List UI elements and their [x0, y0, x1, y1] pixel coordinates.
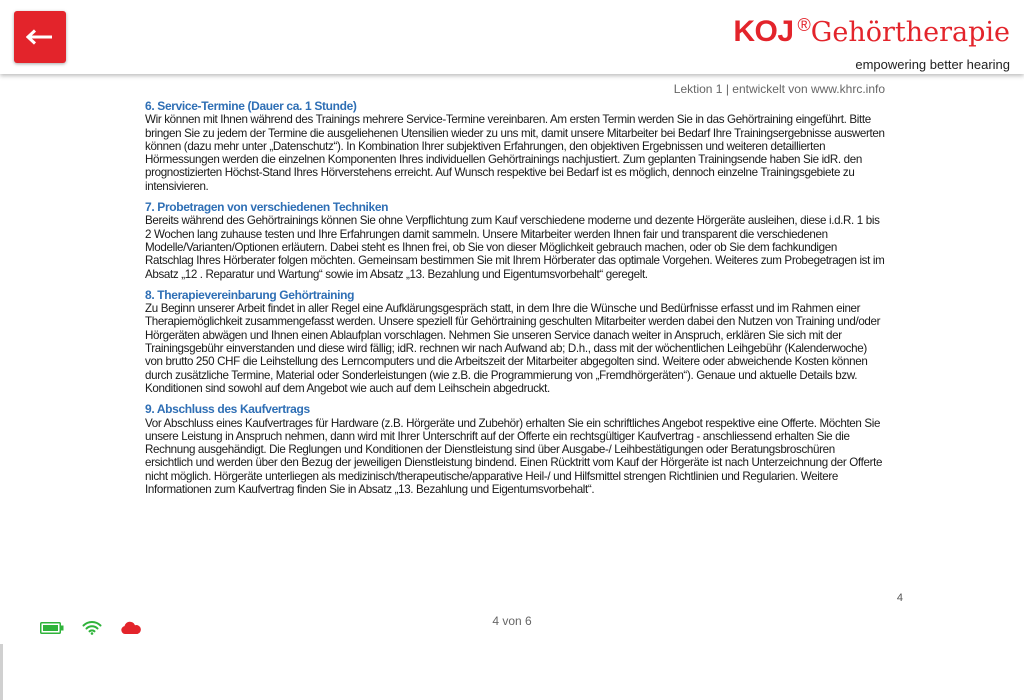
wifi-icon: [82, 620, 102, 635]
page-number: 4: [896, 592, 903, 604]
section-title: 6. Service-Termine (Dauer ca. 1 Stunde): [145, 99, 357, 113]
battery-icon: [40, 622, 64, 634]
section-therapievereinbarung: [145, 289, 885, 395]
back-button[interactable]: [14, 11, 66, 63]
drawer-edge-handle[interactable]: [0, 644, 3, 700]
section-title: 8. Therapievereinbarung Gehörtraining: [145, 287, 355, 302]
section-body: Wir können mit Ihnen während des Trainings mehrere Service-Termine vereinbaren. Am ersten Termin werden Sie in das Gehörtraining eingeführt. Bitte bringen Sie zu jedem der Termine die ausgeliehenen Utensilien wieder zu uns mit, damit unsere Mitarbeiter bei Bedarf Ihre Trainingsergebnisse auswerten können (dazu mehr unter „Datenschutz“). In Kombination Ihrer subjektiven Erfahrungen, den objektiven Ergebnissen und weiteren detaillierten Hörmessungen werden die einzelnen Komponenten Ihres individuellen Gehörtrainings nachjustiert. Zum geplanten Trainingsende haben Sie idR. den prognostizierten Höchst-Stand Ihres Hörverstehens erreicht. Auf Wunsch respektive bei Bedarf ist es möglich, dennoch einzelne Trainingsgebiete zu intensivieren.: [145, 113, 885, 193]
document-content: [145, 100, 885, 504]
section-service-termine: [145, 100, 885, 193]
document-page-header: Lektion 1 | entwickelt von www.khrc.info: [673, 82, 885, 96]
cloud-icon: [120, 621, 142, 635]
section-probetragen: [145, 201, 885, 281]
status-bar: [40, 620, 142, 635]
arrow-left-icon: [26, 29, 54, 45]
app-header: [0, 0, 1024, 74]
section-title: 7. Probetragen von verschiedenen Techniken: [145, 200, 389, 215]
section-title: 9. Abschluss des Kaufvertrags: [145, 402, 310, 417]
section-body: Vor Abschluss eines Kaufvertrages für Hardware (z.B. Hörgeräte und Zubehör) erhalten Sie ein schriftliches Angebot respektive eine Offerte. Möchten Sie unsere Leistung in Anspruch nehmen, dann wird mit Ihrer Unterschrift auf der Offerte ein rechtsgültiger Kaufvertrag - anschliessend erhalten Sie die Rechnung ausgehändigt. Die Reglungen und Konditionen der Dienstleistung sind über Ausgabe-/ Leihbestätigungen oder Beratungsbroschüren ersichtlich und werden über den Bezug der jeweiligen Dienstleistung bindend. Einen Rücktritt vom Kauf der Hörgeräte ist nach Unterzeichnung der Offerte nicht möglich. Hörgeräte unterliegen als medizinisch/therapeutische/apparative Heil-/ und Hilfsmittel strengen Richtlinien und Regularien. Weitere Informationen zum Kaufvertrag finden Sie in Absatz „13. Bezahlung und Eigentumsvorbehalt“.: [145, 416, 883, 497]
brand-logo: [733, 8, 1010, 72]
logo-tagline: empowering better hearing: [855, 57, 1010, 72]
section-body: Zu Beginn unserer Arbeit findet in aller Regel eine Aufklärungsgespräch statt, in dem Ihre die Wünsche und Bedürfnisse erfasst und im Rahmen einer Therapiemöglichkeit zusammengefasst werden. Unsere speziell für Gehörtraining geschulten Mitarbeiter werden dabei den Nutzen von Training und/oder Hörgeräten abwägen und Ihnen einen Ablaufplan vorschlagen. Nehmen Sie unseren Service danach weiter in Anspruch, erklären Sie sich mit der Trainingsgebühr einverstanden und diese wird fällig; idR. rechnen wir nach Aufwand ab; D.h., dass mit der wöchentlichen Leihgebühr (Kalenderwoche) von brutto 250 CHF die Leihstellung des Lerncomputers und die Arbeitszeit der Mitarbeiter abgegolten sind. Weitere oder abweichende Kosten können durch zusätzliche Termine, Material oder Sonderleistungen (wie z.B. die Programmierung von „Fremdhörgeräten“). Genaue und aktuelle Details bzw. Konditionen sind sowohl auf dem Angebot wie auch auf dem Leihschein abgedruckt.: [145, 302, 881, 395]
document-page: [0, 74, 1024, 640]
logo-brand: KOJ: [733, 15, 794, 48]
section-kaufvertrag: [145, 403, 885, 496]
page-indicator: 4 von 6: [492, 614, 532, 628]
section-body: Bereits während des Gehörtrainings können Sie ohne Verpflichtung zum Kauf verschiedene moderne und dezente Hörgeräte ausleihen, diese i.d.R. 1 bis 2 Wochen lang zuhause testen und Ihre Erfahrungen damit sammeln. Unsere Mitarbeiter werden Ihnen fair und transparent die verschiedenen Modelle/Varianten/Optionen erläutern. Dabei steht es Ihnen frei, ob Sie von dieser Möglichkeit gebrauch machen, oder ob Sie dem fachkundigen Ratschlag Ihres Hörberater folgen möchten. Gemeinsam bestimmen Sie mit Ihrem Hörberater das optimale Vorgehen. Weiteres zum Probegetragen ist im Absatz „12 . Reparatur und Wartung“ sowie im Absatz „13. Bezahlung und Eigentumsvorbehalt“ geregelt.: [145, 214, 885, 281]
logo-product-name: Gehörtherapie: [810, 17, 1010, 48]
logo-registered-mark: ®: [797, 15, 811, 35]
